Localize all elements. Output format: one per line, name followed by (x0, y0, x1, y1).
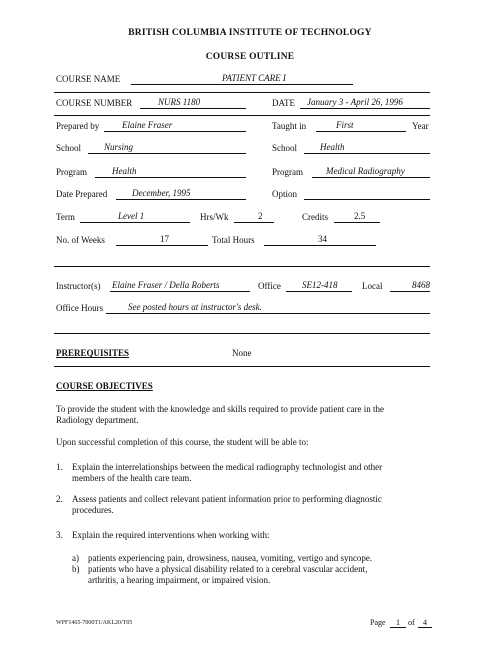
term-line (80, 222, 190, 223)
weeks-value: 17 (160, 234, 169, 244)
prepared-by-line (104, 131, 246, 132)
local-label: Local (362, 281, 383, 291)
instructor-label: Instructor(s) (56, 281, 101, 291)
course-name-label: COURSE NAME (56, 74, 121, 84)
school-label: School (56, 143, 82, 153)
office-label: Office (258, 281, 281, 291)
course-number-label: COURSE NUMBER (56, 98, 133, 108)
credits-label: Credits (302, 212, 328, 222)
objective-3b-letter: b) (72, 564, 80, 574)
term-label: Term (56, 212, 75, 222)
program-right-label: Program (272, 167, 303, 177)
objective-2-line2: procedures. (72, 505, 114, 515)
course-number-line (140, 108, 246, 109)
taught-in-label: Taught in (272, 121, 307, 131)
taught-in-line (316, 131, 406, 132)
date-prepared-value: December, 1995 (132, 188, 191, 198)
divider (54, 115, 430, 116)
date-prepared-line (116, 199, 246, 200)
objective-3-number: 3. (56, 530, 63, 540)
taught-in-value: First (336, 120, 354, 130)
school-value: Nursing (104, 142, 134, 152)
date-label: DATE (272, 98, 295, 108)
weeks-label: No. of Weeks (56, 235, 105, 245)
prerequisites-heading: PREREQUISITES (56, 348, 130, 358)
instructor-line (110, 291, 250, 292)
program-right-line (312, 177, 430, 178)
objectives-heading: COURSE OBJECTIVES (56, 381, 153, 391)
option-label: Option (272, 189, 298, 199)
footer-page-number: 1 (396, 618, 400, 627)
course-name-value: PATIENT CARE I (222, 73, 286, 83)
local-value: 8468 (412, 280, 430, 290)
footer-page-line (390, 627, 406, 628)
footer-of-label: of (408, 618, 415, 627)
total-hours-line (264, 245, 376, 246)
objective-3a-letter: a) (72, 553, 79, 563)
option-line (304, 199, 430, 200)
institution-title: BRITISH COLUMBIA INSTITUTE OF TECHNOLOGY (128, 28, 372, 38)
prepared-by-label: Prepared by (56, 121, 100, 131)
objective-3b-line2: arthritis, a hearing impairment, or impaired vision. (88, 575, 271, 585)
date-line (300, 108, 430, 109)
objective-3-line1: Explain the required interventions when working with: (72, 530, 270, 540)
office-value: SE12-418 (302, 280, 338, 290)
footer-page-total: 4 (423, 618, 427, 627)
objectives-lead: Upon successful completion of this course, the student will be able to: (56, 437, 309, 447)
term-value: Level 1 (118, 211, 145, 221)
date-value: January 3 - April 26, 1996 (307, 97, 403, 107)
office-hours-label: Office Hours (56, 303, 104, 313)
total-hours-value: 34 (318, 234, 327, 244)
credits-value: 2.5 (354, 211, 366, 221)
footer-page-label: Page (370, 618, 386, 627)
course-name-line (131, 84, 353, 85)
divider (54, 266, 430, 267)
school-right-line (304, 153, 430, 154)
divider (54, 92, 430, 93)
objective-3a-text: patients experiencing pain, drowsiness, nausea, vomiting, vertigo and syncope. (88, 553, 373, 563)
instructor-value: Elaine Fraser / Della Roberts (112, 280, 220, 290)
footer-total-line (418, 627, 432, 628)
program-line (95, 177, 246, 178)
hrs-wk-line (234, 222, 274, 223)
objectives-intro-line2: Radiology department. (56, 415, 139, 425)
program-value: Health (112, 166, 137, 176)
objective-1-number: 1. (56, 462, 63, 472)
course-number-value: NURS 1180 (158, 97, 201, 107)
prerequisites-value: None (232, 348, 252, 358)
prepared-by-value: Elaine Fraser (122, 120, 173, 130)
credits-line (334, 222, 380, 223)
school-right-label: School (272, 143, 298, 153)
weeks-line (116, 245, 208, 246)
divider (54, 366, 430, 367)
objective-1-line2: members of the health care team. (72, 473, 192, 483)
objectives-intro-line1: To provide the student with the knowledge and skills required to provide patient care in the (56, 404, 385, 414)
document-title: COURSE OUTLINE (205, 52, 295, 62)
office-line (286, 291, 352, 292)
program-label: Program (56, 167, 87, 177)
hrs-wk-value: 2 (258, 211, 263, 221)
taught-in-suffix: Year (412, 121, 429, 131)
local-line (390, 291, 430, 292)
objective-3b-line1: patients who have a physical disability related to a cerebral vascular accident, (88, 564, 368, 574)
office-hours-value: See posted hours at instructor's desk. (128, 302, 262, 312)
date-prepared-label: Date Prepared (56, 189, 108, 199)
total-hours-label: Total Hours (212, 235, 255, 245)
hrs-wk-label: Hrs/Wk (200, 212, 229, 222)
objective-2-line1: Assess patients and collect relevant patient information prior to performing diagnostic (72, 494, 382, 504)
office-hours-line (106, 313, 430, 314)
objective-1-line1: Explain the interrelationships between the medical radiography technologist and other (72, 462, 383, 472)
school-line (88, 153, 246, 154)
divider (54, 333, 430, 334)
school-right-value: Health (320, 142, 345, 152)
footer-code: WPF1465-7000T1/AKL20/T05 (56, 620, 133, 626)
objective-2-number: 2. (56, 494, 63, 504)
program-right-value: Medical Radiography (326, 166, 405, 176)
